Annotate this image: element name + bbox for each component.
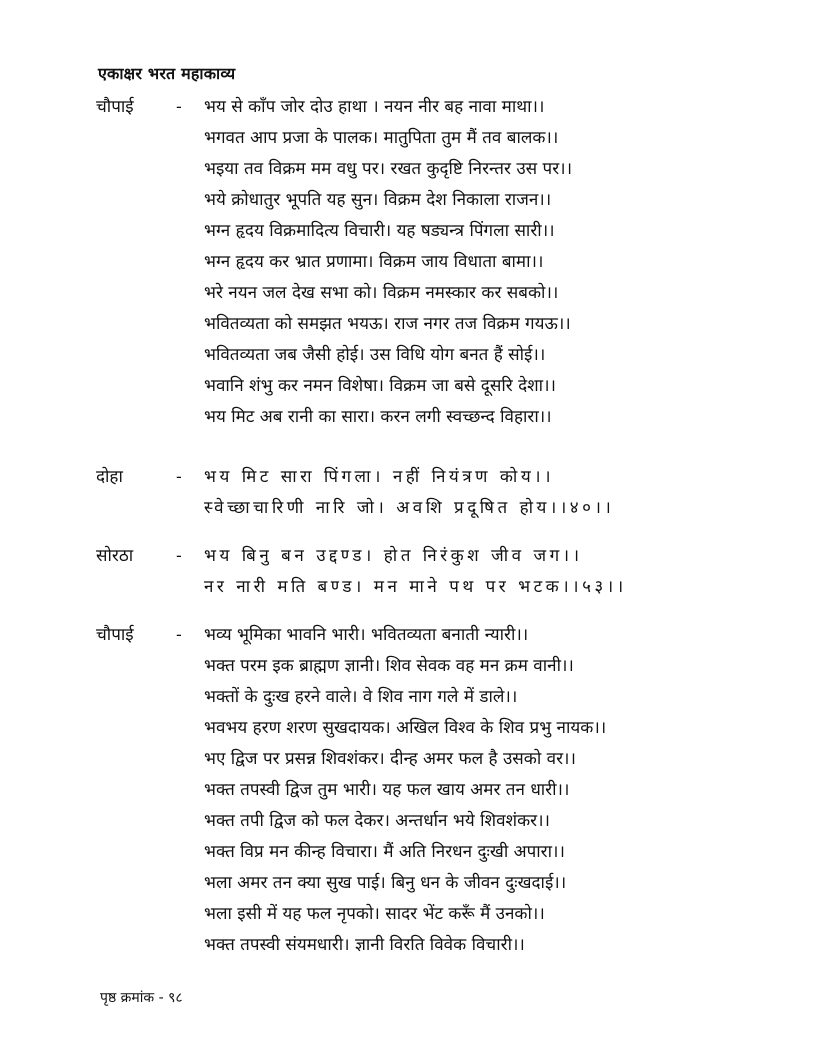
page-header-title: एकाक्षर भरत महाकाव्य [98, 64, 236, 83]
verse-type-label: दोहा [96, 467, 123, 487]
verse-line: भक्त तपस्वी संयमधारी। ज्ञानी विरति विवेक विचारी।। [204, 935, 525, 955]
verse-line: भवितव्यता जब जैसी होई। उस विधि योग बनत हैं सोई।। [204, 345, 546, 365]
verse-line: भक्तों के दुःख हरने वाले। वे शिव नाग गले में डाले।। [204, 687, 518, 707]
verse-lines [204, 92, 726, 433]
verse-dash: - [176, 467, 182, 487]
verse-type-label: चौपाई [96, 97, 134, 117]
verse-line: भक्त तपस्वी द्विज तुम भारी। यह फल खाय अमर तन धारी।। [204, 780, 570, 800]
verse-lines [204, 620, 726, 961]
verse-type-label: चौपाई [96, 625, 134, 645]
verse-line: भगवत आप प्रजा के पालक। मातुपिता तुम मैं तव बालक।। [204, 128, 559, 148]
verse-lines [204, 462, 726, 524]
verse-line: भरे नयन जल देख सभा को। विक्रम नमस्कार कर सबको।। [204, 283, 559, 303]
verse-line: स्वेच्छाचारिणी नारि जो। अवशि प्रदूषित होय।।४०।। [204, 498, 615, 518]
verse-dash: - [176, 625, 182, 645]
verse-line: भवानि शंभु कर नमन विशेषा। विक्रम जा बसे दूसरि देशा।। [204, 376, 556, 396]
verse-dash: - [176, 97, 182, 117]
page-number: पृष्ठ क्रमांक - ९८ [100, 990, 183, 1006]
verse-line: भग्न हृदय विक्रमादित्य विचारी। यह षड्यन्त्र पिंगला सारी।। [204, 221, 555, 241]
verse-line: भये क्रोधातुर भूपति यह सुन। विक्रम देश निकाला राजन।। [204, 190, 552, 210]
verse-line: भवभय हरण शरण सुखदायक। अखिल विश्व के शिव प्रभु नायक।। [204, 718, 607, 738]
verse-dash: - [176, 546, 182, 566]
verse-line: नर नारी मति बण्ड। मन माने पथ पर भटक।।५३।। [204, 577, 627, 597]
verse-line: भवितव्यता को समझत भयऊ। राज नगर तज विक्रम गयऊ।। [204, 314, 571, 334]
verse-lines [204, 541, 726, 603]
verse-line: भव्य भूमिका भावनि भारी। भवितव्यता बनाती न्यारी।। [204, 625, 529, 645]
verse-line: भक्त तपी द्विज को फल देकर। अन्तर्धान भये शिवशंकर।। [204, 811, 550, 831]
verse-line: भय मिट सारा पिंगला। नहीं नियंत्रण कोय।। [204, 467, 555, 487]
verse-line: भए द्विज पर प्रसन्न शिवशंकर। दीन्ह अमर फल है उसको वर।। [204, 749, 576, 769]
verse-line: भय मिट अब रानी का सारा। करन लगी स्वच्छन्द विहारा।। [204, 407, 552, 427]
verse-line: भला अमर तन क्या सुख पाई। बिनु धन के जीवन दुःखदाई।। [204, 873, 567, 893]
verse-line: भइया तव विक्रम मम वधु पर। रखत कुदृष्टि निरन्तर उस पर।। [204, 159, 573, 179]
verse-line: भग्न हृदय कर भ्रात प्रणामा। विक्रम जाय विधाता बामा।। [204, 252, 544, 272]
verse-line: भय बिनु बन उद्दण्ड। होत निरंकुश जीव जग।। [204, 546, 583, 566]
verse-line: भला इसी में यह फल नृपको। सादर भेंट करूँ मैं उनको।। [204, 904, 545, 924]
verse-line: भय से काँप जोर दोउ हाथा । नयन नीर बह नावा माथा।। [204, 97, 545, 117]
verse-line: भक्त परम इक ब्राह्मण ज्ञानी। शिव सेवक वह मन क्रम वानी।। [204, 656, 574, 676]
verse-line: भक्त विप्र मन कीन्ह विचारा। मैं अति निरधन दुःखी अपारा।। [204, 842, 565, 862]
verse-type-label: सोरठा [96, 546, 134, 566]
